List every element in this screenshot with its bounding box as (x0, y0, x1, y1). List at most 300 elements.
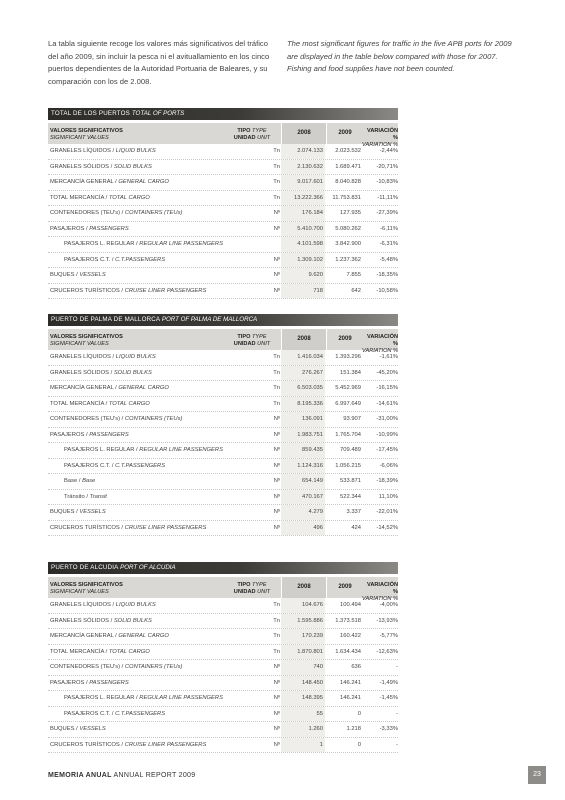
row-label-es: PASAJEROS L. REGULAR / (64, 447, 138, 453)
row-label (50, 722, 106, 737)
row-value-2008: 6.503.035 (281, 381, 325, 396)
row-unit: Tn (273, 148, 280, 154)
row-value-2009: 3.842.900 (335, 241, 361, 247)
row-value-2008: 148.395 (281, 691, 325, 706)
row-value-2009: 11.753.831 (332, 194, 361, 201)
row-label (64, 691, 223, 706)
table-header (48, 577, 398, 602)
table-title (48, 562, 398, 574)
row-value-2008: 9.017.601 (281, 175, 325, 190)
intro-text-en: The most significant figures for traffic in the five APB ports for 2009 are displayed in the table below compared with those for 2007. Fishing and food supplies have not been counted. (287, 39, 512, 73)
row-value-2009: 2.023.532 (335, 148, 361, 154)
row-label-en: SOLID BULKS (113, 369, 152, 376)
row-label-es: CONTENEDORES (TEU's) / (50, 416, 124, 422)
row-value-2009: 1.393.296 (335, 354, 361, 360)
row-variation: -18,35% (376, 272, 398, 278)
table-row (48, 284, 398, 300)
row-value-2009: 146.241 (340, 679, 361, 686)
header-values (50, 334, 123, 348)
row-variation: -13,93% (376, 617, 398, 624)
row-label-es: TOTAL MERCANCÍA / (50, 194, 108, 201)
header-variation-es: VARIACIÓN % (367, 334, 398, 347)
row-label-en: CONTAINERS (TEUs) (124, 664, 183, 670)
row-label-en: VESSELS (79, 509, 106, 515)
row-variation: -31,00% (376, 416, 398, 422)
row-value-2008: 1.595.886 (281, 614, 325, 629)
row-value-2008: 55 (281, 707, 325, 722)
row-label-en: CONTAINERS (TEUs) (124, 210, 183, 216)
footer-title-es: MEMORIA ANUAL (48, 772, 112, 779)
table-row (48, 459, 398, 475)
row-variation: -4,00% (379, 602, 398, 608)
row-value-2009: 127.935 (340, 210, 361, 216)
row-unit: Nº (273, 225, 280, 232)
row-label (50, 598, 156, 613)
row-value-2008: 104.676 (281, 598, 325, 613)
row-value-2008: 470.167 (281, 490, 325, 505)
row-label-es: PASAJEROS C.T. / (64, 462, 114, 469)
header-year-2008: 2008 (281, 577, 326, 598)
row-label-en: PASSENGERS (89, 679, 129, 686)
row-label (50, 191, 150, 206)
row-value-2008: 496 (281, 521, 325, 536)
row-unit: Tn (273, 194, 280, 201)
header-year-2009: 2009 (326, 123, 363, 144)
row-label (50, 614, 152, 629)
row-label-es: PASAJEROS L. REGULAR / (64, 695, 138, 701)
row-unit: Nº (273, 210, 280, 216)
header-variation-en: VARIATION % (362, 348, 398, 354)
row-label-en: CRUISE LINER PASSENGERS (124, 741, 207, 748)
row-unit: Nº (273, 272, 280, 278)
row-label-es: PASAJEROS / (50, 225, 88, 232)
row-value-2008: 1.983.751 (281, 428, 325, 443)
row-label-en: VESSELS (79, 272, 106, 278)
table-row (48, 366, 398, 382)
row-value-2009: 1.056.215 (335, 462, 361, 469)
row-variation: - (396, 741, 398, 748)
table-title-es: TOTAL DE LOS PUERTOS (51, 110, 130, 117)
row-variation: -6,31% (379, 241, 398, 247)
row-unit: Tn (273, 602, 280, 608)
table-row (48, 676, 398, 692)
row-value-2008: 2.130.632 (281, 160, 325, 175)
header-values (50, 582, 123, 596)
row-unit: Nº (273, 256, 280, 263)
row-value-2008: 170.239 (281, 629, 325, 644)
row-label-es: BUQUES / (50, 272, 78, 278)
row-variation: -1,61% (379, 354, 398, 360)
row-label (50, 397, 150, 412)
row-unit: Nº (273, 710, 280, 717)
row-label-es: GRANELES SÓLIDOS / (50, 617, 113, 624)
row-value-2009: 1.218 (346, 726, 361, 732)
footer-title-en: ANNUAL REPORT 2009 (113, 772, 196, 779)
page-number: 23 (528, 766, 546, 784)
row-value-2009: 6.997.649 (335, 400, 361, 407)
row-label (64, 490, 107, 505)
row-label-es: CRUCEROS TURÍSTICOS / (50, 741, 124, 748)
header-values-en: SIGNIFICANT VALUES (50, 341, 109, 347)
traffic-table (48, 108, 398, 299)
row-unit: Nº (273, 462, 280, 469)
row-label-es: PASAJEROS / (50, 679, 88, 686)
row-variation: -11,11% (377, 194, 398, 201)
row-label (50, 629, 169, 644)
row-unit: Nº (273, 431, 280, 438)
row-label-es: GRANELES LÍQUIDOS / (50, 602, 115, 608)
row-variation: -5,77% (379, 633, 398, 639)
header-unit-en-b: UNIT (257, 341, 271, 347)
row-label-es: BUQUES / (50, 509, 78, 515)
table-row (48, 237, 398, 253)
row-unit: Nº (273, 726, 280, 732)
table-row (48, 443, 398, 459)
row-value-2009: 5.080.262 (335, 225, 361, 232)
header-unit-es-b: UNIDAD (233, 135, 256, 141)
table-row (48, 505, 398, 521)
row-unit: Tn (273, 385, 280, 391)
table-title-es: PUERTO DE PALMA DE MALLORCA (51, 316, 160, 323)
row-variation: -10,83% (376, 179, 398, 185)
row-label-es: GRANELES LÍQUIDOS / (50, 354, 115, 360)
row-label (50, 350, 156, 365)
table-row (48, 350, 398, 366)
row-label-en: REGULAR LINE PASSENGERS (139, 447, 223, 453)
table-row (48, 175, 398, 191)
header-variation-es: VARIACIÓN % (367, 582, 398, 595)
row-label-es: MERCANCÍA GENERAL / (50, 633, 117, 639)
row-value-2008: 1.416.034 (281, 350, 325, 365)
header-year-2009: 2009 (326, 577, 363, 598)
row-label-en: C.T.PASSENGERS (115, 462, 166, 469)
header-unit-en-b: UNIT (257, 589, 271, 595)
table-row (48, 691, 398, 707)
row-value-2009: 160.422 (340, 633, 361, 639)
row-variation: - (396, 710, 398, 717)
row-label-en: PASSENGERS (89, 225, 129, 232)
row-value-2008: 176.184 (281, 206, 325, 221)
row-label-en: GENERAL CARGO (118, 385, 169, 391)
row-unit: Tn (273, 617, 280, 624)
row-label-en: LIQUID BULKS (115, 148, 156, 154)
row-value-2008: 718 (281, 284, 325, 299)
row-variation: -3,33% (379, 726, 398, 732)
table-row (48, 428, 398, 444)
row-variation: -1,45% (379, 695, 398, 701)
header-unit-en-b: UNIT (257, 135, 271, 141)
row-value-2009: 1.237.362 (335, 256, 361, 263)
row-label-en: Transit (89, 493, 107, 500)
row-value-2008: 5.410.700 (281, 222, 325, 237)
row-value-2008: 1.124.316 (281, 459, 325, 474)
row-label (50, 521, 206, 536)
row-unit: Nº (273, 287, 280, 294)
row-variation: -18,39% (376, 478, 398, 484)
row-label-en: PASSENGERS (89, 431, 129, 438)
header-values-es: VALORES SIGNIFICATIVOS (50, 582, 123, 588)
row-variation: -12,63% (376, 648, 398, 655)
row-variation: -27,39% (376, 210, 398, 216)
row-label-es: MERCANCÍA GENERAL / (50, 385, 117, 391)
row-label (50, 268, 106, 283)
row-value-2009: 424 (351, 524, 361, 531)
table-row (48, 474, 398, 490)
row-value-2008: 148.450 (281, 676, 325, 691)
row-value-2008: 276.267 (281, 366, 325, 381)
row-unit: Nº (273, 447, 280, 453)
row-variation: -14,61% (376, 400, 398, 407)
row-value-2008: 4.279 (281, 505, 325, 520)
header-unit-es: TIPO (237, 128, 251, 134)
row-label (50, 381, 169, 396)
row-label (50, 366, 152, 381)
table-row (48, 738, 398, 754)
row-label (50, 738, 206, 753)
row-value-2009: 636 (351, 664, 361, 670)
table-row (48, 191, 398, 207)
header-unit-es-b: UNIDAD (233, 341, 256, 347)
row-value-2009: 146.241 (340, 695, 361, 701)
row-value-2008: 1 (281, 738, 325, 753)
row-value-2009: 1.373.518 (335, 617, 361, 624)
row-value-2009: 709.489 (340, 447, 361, 453)
row-variation: -10,99% (376, 431, 398, 438)
row-value-2009: 8.040.828 (335, 179, 361, 185)
table-title (48, 108, 398, 120)
row-value-2009: 5.452.969 (335, 385, 361, 391)
table-row (48, 614, 398, 630)
row-label-en: REGULAR LINE PASSENGERS (139, 241, 223, 247)
table-title-en: TOTAL OF PORTS (131, 110, 185, 117)
row-value-2009: 100.494 (340, 602, 361, 608)
row-label (50, 175, 169, 190)
row-label-en: SOLID BULKS (113, 163, 152, 170)
row-label (50, 505, 106, 520)
row-value-2009: 151.384 (340, 369, 361, 376)
row-label-es: PASAJEROS / (50, 431, 88, 438)
row-value-2008: 1.870.801 (281, 645, 325, 660)
row-label-en: C.T.PASSENGERS (115, 710, 166, 717)
row-unit: Tn (273, 400, 280, 407)
row-label-en: TOTAL CARGO (108, 194, 150, 201)
row-label (50, 144, 156, 159)
row-value-2009: 0 (357, 741, 361, 748)
table-row (48, 629, 398, 645)
row-label-es: GRANELES SÓLIDOS / (50, 163, 113, 170)
header-unit-es: TIPO (237, 334, 251, 340)
row-value-2008: 1.309.102 (281, 253, 325, 268)
row-unit: Nº (273, 509, 280, 515)
row-variation: -1,49% (379, 679, 398, 686)
row-unit: Nº (273, 524, 280, 531)
row-value-2009: 533.871 (340, 478, 361, 484)
table-row (48, 412, 398, 428)
row-variation: -5,48% (379, 256, 398, 263)
row-label (50, 222, 129, 237)
row-label-en: GENERAL CARGO (118, 633, 169, 639)
header-unit-en: TYPE (252, 582, 267, 588)
header-unit-en: TYPE (252, 128, 267, 134)
header-variation-es: VARIACIÓN % (367, 128, 398, 141)
row-unit: Tn (273, 633, 280, 639)
row-label-en: CRUISE LINER PASSENGERS (124, 287, 207, 294)
row-value-2009: 3.337 (346, 509, 361, 515)
row-value-2009: 93.907 (343, 416, 361, 422)
row-value-2008: 1.260 (281, 722, 325, 737)
header-values-en: SIGNIFICANT VALUES (50, 589, 109, 595)
row-label (50, 160, 152, 175)
header-year-2008: 2008 (281, 329, 326, 350)
header-unit-es: TIPO (237, 582, 251, 588)
table-row (48, 222, 398, 238)
row-label-en: TOTAL CARGO (108, 400, 150, 407)
row-variation: -6,06% (379, 462, 398, 469)
row-label-es: BUQUES / (50, 726, 78, 732)
table-row (48, 381, 398, 397)
row-label-en: GENERAL CARGO (118, 179, 169, 185)
row-label (64, 237, 223, 252)
row-unit: Tn (273, 648, 280, 655)
row-label-en: C.T.PASSENGERS (115, 256, 166, 263)
row-variation: -16,15% (376, 385, 398, 391)
row-label (64, 443, 223, 458)
row-label (50, 206, 182, 221)
row-label (50, 284, 206, 299)
row-value-2009: 1.765.704 (335, 431, 361, 438)
row-value-2008: 859.435 (281, 443, 325, 458)
row-label-es: GRANELES SÓLIDOS / (50, 369, 113, 376)
row-label-es: CONTENEDORES (TEU's) / (50, 664, 124, 670)
row-unit: Tn (273, 179, 280, 185)
table-header (48, 123, 398, 148)
header-values-es: VALORES SIGNIFICATIVOS (50, 128, 123, 134)
traffic-table (48, 562, 398, 753)
row-value-2008: 8.195.336 (281, 397, 325, 412)
row-label-es: CRUCEROS TURÍSTICOS / (50, 524, 124, 531)
row-label-es: PASAJEROS C.T. / (64, 256, 114, 263)
row-variation: -14,52% (376, 524, 398, 531)
row-value-2009: 1.689.471 (335, 163, 361, 170)
row-variation: - (396, 664, 398, 670)
row-label-es: CRUCEROS TURÍSTICOS / (50, 287, 124, 294)
header-year-2009: 2009 (326, 329, 363, 350)
row-label-en: CRUISE LINER PASSENGERS (124, 524, 207, 531)
row-label-en: VESSELS (79, 726, 106, 732)
table-row (48, 722, 398, 738)
row-variation: 11,10% (378, 493, 398, 500)
table-row (48, 598, 398, 614)
row-label (50, 660, 182, 675)
row-value-2009: 642 (351, 287, 361, 294)
header-year-2008: 2008 (281, 123, 326, 144)
row-unit: Tn (273, 369, 280, 376)
header-variation-en: VARIATION % (362, 596, 398, 602)
row-variation: -45,20% (376, 369, 398, 376)
table-row (48, 707, 398, 723)
row-label-en: Base (82, 478, 96, 484)
table-row (48, 144, 398, 160)
row-unit: Nº (273, 679, 280, 686)
header-unit (224, 334, 280, 348)
row-label-en: CONTAINERS (TEUs) (124, 416, 183, 422)
row-unit: Nº (273, 416, 280, 422)
row-value-2008: 2.074.133 (281, 144, 325, 159)
row-unit: Nº (273, 695, 280, 701)
header-unit (224, 128, 280, 142)
header-unit-en: TYPE (252, 334, 267, 340)
header-unit-es-b: UNIDAD (233, 589, 256, 595)
row-variation: -20,71% (376, 163, 398, 170)
row-label-es: PASAJEROS L. REGULAR / (64, 241, 138, 247)
table-title (48, 314, 398, 326)
row-label (50, 676, 129, 691)
row-label-en: LIQUID BULKS (115, 354, 156, 360)
row-variation: -6,11% (380, 225, 398, 232)
row-value-2008: 654.149 (281, 474, 325, 489)
header-unit (224, 582, 280, 596)
header-values-en: SIGNIFICANT VALUES (50, 135, 109, 141)
row-label-en: TOTAL CARGO (108, 648, 150, 655)
traffic-table (48, 314, 398, 536)
row-unit: Nº (273, 664, 280, 670)
row-unit: Nº (273, 478, 280, 484)
table-header (48, 329, 398, 354)
row-unit: Nº (273, 741, 280, 748)
row-label (64, 474, 95, 489)
row-variation: -10,58% (376, 287, 398, 294)
row-variation: -2,44% (379, 148, 398, 154)
table-row (48, 490, 398, 506)
row-label (64, 253, 165, 268)
row-value-2008: 136.091 (281, 412, 325, 427)
row-variation: -17,45% (376, 447, 398, 453)
row-value-2009: 0 (357, 710, 361, 717)
intro-text-es: La tabla siguiente recoge los valores más significativos del tráfico del año 2009, sin incluir la pesca ni el avituallamiento en los cinco puertos dependientes de la Autoridad Portuaria de Baleares, y su comparación con los de 2.008. (48, 39, 270, 86)
table-row (48, 397, 398, 413)
row-label-es: GRANELES LÍQUIDOS / (50, 148, 115, 154)
header-variation-en: VARIATION % (362, 142, 398, 148)
row-label-es: PASAJEROS C.T. / (64, 710, 114, 717)
row-label-es: CONTENEDORES (TEU's) / (50, 210, 124, 216)
row-label (50, 428, 129, 443)
footer-title (48, 772, 195, 779)
row-label-es: Tránsito / (64, 493, 88, 500)
row-unit: Tn (273, 163, 280, 170)
table-row (48, 645, 398, 661)
header-values (50, 128, 123, 142)
row-label-en: REGULAR LINE PASSENGERS (139, 695, 223, 701)
row-value-2009: 1.634.434 (335, 648, 361, 655)
table-title-en: PORT OF ALCUDIA (120, 564, 176, 571)
table-title-es: PUERTO DE ALCUDIA (51, 564, 119, 571)
table-title-en: PORT OF PALMA DE MALLORCA (161, 316, 258, 323)
row-variation: -22,01% (376, 509, 398, 515)
row-label-es: MERCANCÍA GENERAL / (50, 179, 117, 185)
row-label-en: LIQUID BULKS (115, 602, 156, 608)
row-unit: Nº (273, 493, 280, 500)
header-values-es: VALORES SIGNIFICATIVOS (50, 334, 123, 340)
table-row (48, 160, 398, 176)
table-row (48, 206, 398, 222)
table-row (48, 660, 398, 676)
row-label-es: TOTAL MERCANCÍA / (50, 400, 108, 407)
row-value-2008: 9.620 (281, 268, 325, 283)
row-value-2008: 740 (281, 660, 325, 675)
row-value-2008: 13.222.366 (281, 191, 325, 206)
table-row (48, 253, 398, 269)
row-value-2009: 7.855 (346, 272, 361, 278)
